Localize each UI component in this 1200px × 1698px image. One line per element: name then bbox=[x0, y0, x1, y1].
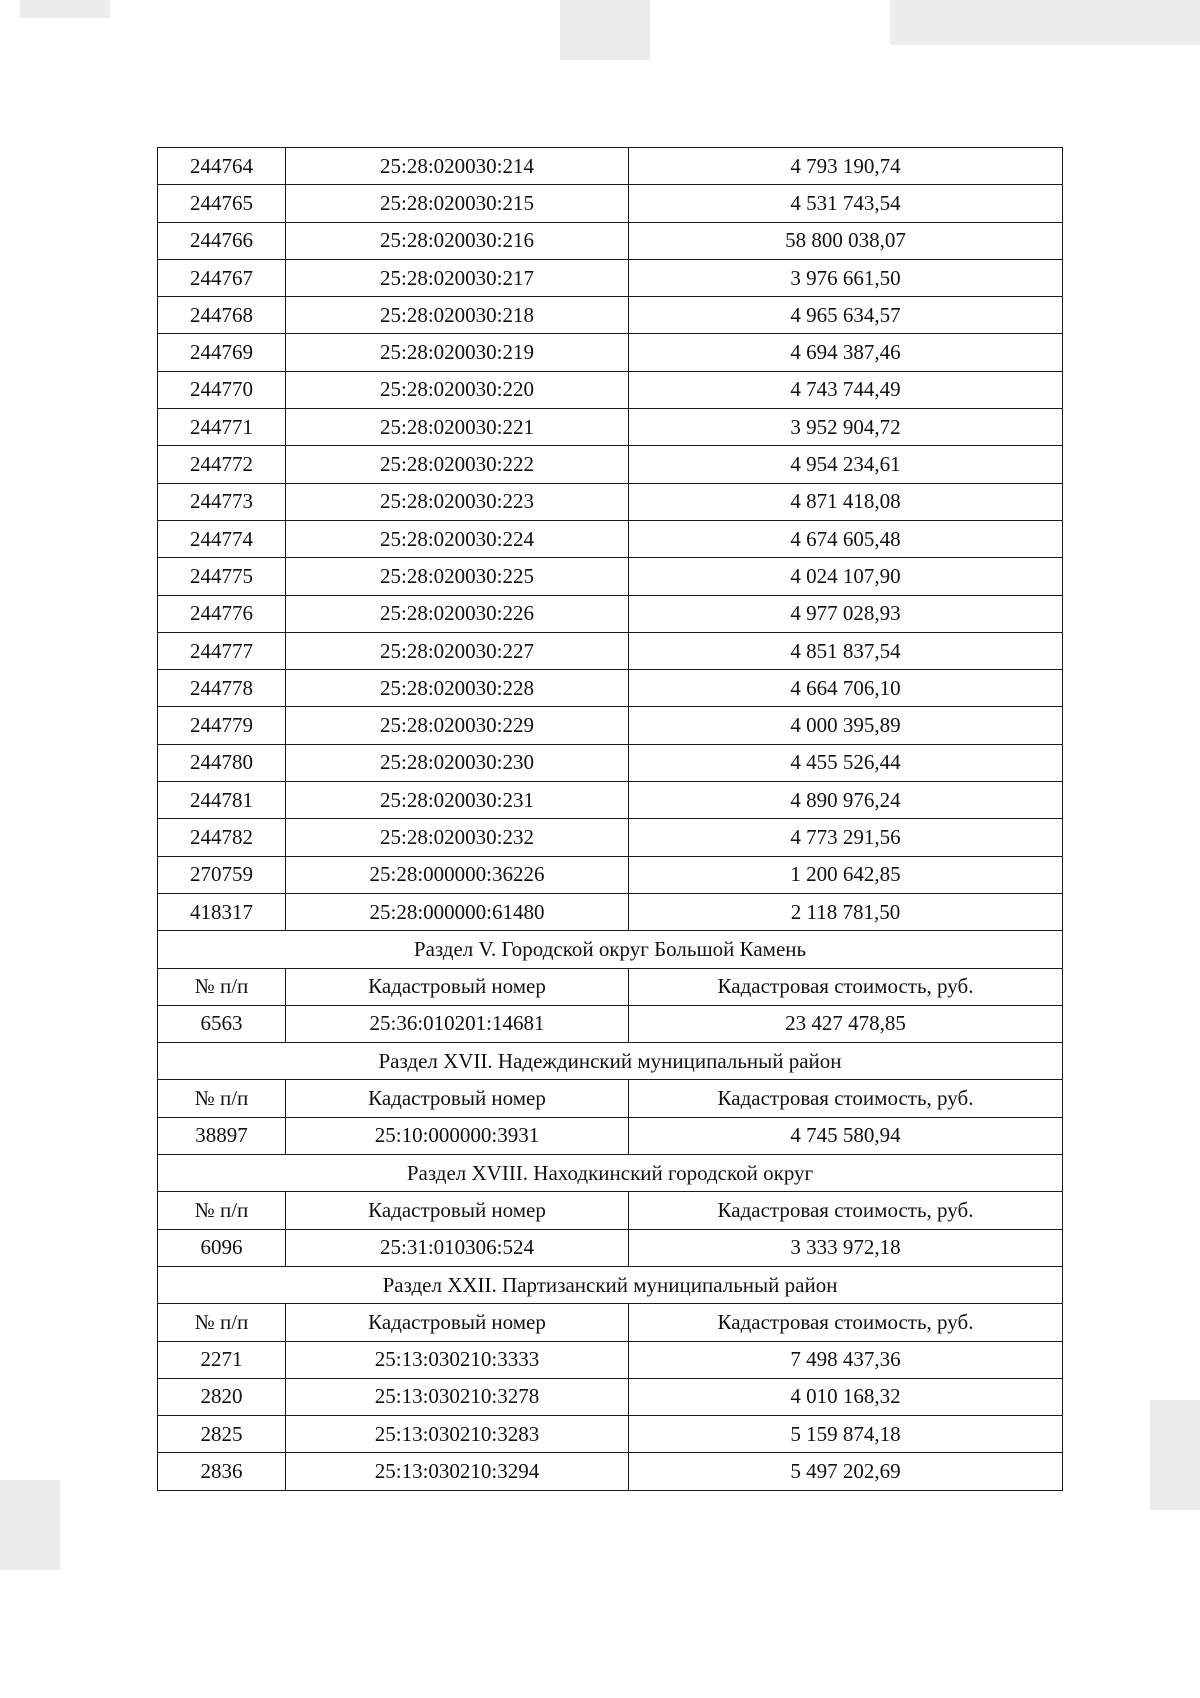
table-body bbox=[158, 148, 1063, 1491]
cadastral-number-cell: 25:28:020030:214 bbox=[286, 148, 629, 185]
cadastral-value-cell: 4 000 395,89 bbox=[629, 707, 1063, 744]
cadastral-number-cell: 25:28:020030:225 bbox=[286, 558, 629, 595]
cadastral-value-cell: 4 024 107,90 bbox=[629, 558, 1063, 595]
row-number-cell: 244780 bbox=[158, 744, 286, 781]
table-row bbox=[158, 819, 1063, 856]
row-number-cell: 244777 bbox=[158, 632, 286, 669]
cadastral-number-cell: 25:13:030210:3333 bbox=[286, 1341, 629, 1378]
row-number-cell: 244770 bbox=[158, 371, 286, 408]
row-number-cell: 2825 bbox=[158, 1416, 286, 1453]
cadastral-number-cell: 25:28:020030:232 bbox=[286, 819, 629, 856]
table-row bbox=[158, 446, 1063, 483]
cadastral-value-cell: 1 200 642,85 bbox=[629, 856, 1063, 893]
table-row bbox=[158, 707, 1063, 744]
table-row bbox=[158, 558, 1063, 595]
cadastral-number-cell: 25:28:020030:229 bbox=[286, 707, 629, 744]
table-header-row bbox=[158, 1080, 1063, 1117]
cadastral-number-cell: 25:36:010201:14681 bbox=[286, 1005, 629, 1042]
table-row bbox=[158, 409, 1063, 446]
cadastral-number-cell: 25:28:020030:224 bbox=[286, 520, 629, 557]
section-heading-row bbox=[158, 1043, 1063, 1080]
section-title: Раздел V. Городской округ Большой Камень bbox=[158, 931, 1063, 968]
row-number-cell: 418317 bbox=[158, 893, 286, 930]
table-row bbox=[158, 185, 1063, 222]
cadastral-value-cell: 7 498 437,36 bbox=[629, 1341, 1063, 1378]
cadastral-value-cell: 3 333 972,18 bbox=[629, 1229, 1063, 1266]
cadastral-value-cell: 2 118 781,50 bbox=[629, 893, 1063, 930]
row-number-cell: 244781 bbox=[158, 782, 286, 819]
cadastral-value-cell: 4 954 234,61 bbox=[629, 446, 1063, 483]
cadastral-value-header: Кадастровая стоимость, руб. bbox=[629, 1080, 1063, 1117]
cadastral-value-cell: 4 965 634,57 bbox=[629, 297, 1063, 334]
cadastral-number-cell: 25:28:020030:217 bbox=[286, 259, 629, 296]
table-header-row bbox=[158, 968, 1063, 1005]
cadastral-value-cell: 4 871 418,08 bbox=[629, 483, 1063, 520]
cadastral-number-cell: 25:28:020030:231 bbox=[286, 782, 629, 819]
cadastral-number-cell: 25:28:000000:61480 bbox=[286, 893, 629, 930]
row-number-cell: 244766 bbox=[158, 222, 286, 259]
row-number-cell: 244774 bbox=[158, 520, 286, 557]
table-row bbox=[158, 1117, 1063, 1154]
row-number-cell: 38897 bbox=[158, 1117, 286, 1154]
cadastral-value-table bbox=[157, 147, 1063, 1491]
cadastral-value-cell: 58 800 038,07 bbox=[629, 222, 1063, 259]
row-number-cell: 244768 bbox=[158, 297, 286, 334]
row-number-cell: 244779 bbox=[158, 707, 286, 744]
table-row bbox=[158, 893, 1063, 930]
table-row bbox=[158, 856, 1063, 893]
cadastral-value-cell: 4 745 580,94 bbox=[629, 1117, 1063, 1154]
cadastral-value-cell: 4 977 028,93 bbox=[629, 595, 1063, 632]
cadastral-number-cell: 25:28:020030:222 bbox=[286, 446, 629, 483]
row-number-cell: 2271 bbox=[158, 1341, 286, 1378]
cadastral-value-cell: 4 890 976,24 bbox=[629, 782, 1063, 819]
cadastral-value-cell: 4 455 526,44 bbox=[629, 744, 1063, 781]
cadastral-number-cell: 25:28:000000:36226 bbox=[286, 856, 629, 893]
table-row bbox=[158, 1416, 1063, 1453]
cadastral-value-cell: 4 851 837,54 bbox=[629, 632, 1063, 669]
cadastral-number-cell: 25:13:030210:3283 bbox=[286, 1416, 629, 1453]
section-title: Раздел XXII. Партизанский муниципальный район bbox=[158, 1266, 1063, 1303]
section-title: Раздел XVIII. Находкинский городской округ bbox=[158, 1155, 1063, 1192]
cadastral-value-header: Кадастровая стоимость, руб. bbox=[629, 1192, 1063, 1229]
cadastral-value-cell: 3 976 661,50 bbox=[629, 259, 1063, 296]
row-number-cell: 244772 bbox=[158, 446, 286, 483]
cadastral-value-cell: 4 694 387,46 bbox=[629, 334, 1063, 371]
cadastral-value-cell: 5 497 202,69 bbox=[629, 1453, 1063, 1490]
row-number-cell: 244782 bbox=[158, 819, 286, 856]
row-number-cell: 244767 bbox=[158, 259, 286, 296]
cadastral-number-cell: 25:28:020030:223 bbox=[286, 483, 629, 520]
row-number-header: № п/п bbox=[158, 968, 286, 1005]
table-row bbox=[158, 222, 1063, 259]
table-row bbox=[158, 1453, 1063, 1490]
cadastral-value-cell: 4 531 743,54 bbox=[629, 185, 1063, 222]
row-number-cell: 244778 bbox=[158, 670, 286, 707]
cadastral-value-cell: 4 674 605,48 bbox=[629, 520, 1063, 557]
table-header-row bbox=[158, 1304, 1063, 1341]
cadastral-number-cell: 25:10:000000:3931 bbox=[286, 1117, 629, 1154]
cadastral-value-header: Кадастровая стоимость, руб. bbox=[629, 1304, 1063, 1341]
table-header-row bbox=[158, 1192, 1063, 1229]
cadastral-number-cell: 25:28:020030:230 bbox=[286, 744, 629, 781]
table-row bbox=[158, 1229, 1063, 1266]
scan-noise bbox=[0, 1480, 60, 1570]
row-number-cell: 6563 bbox=[158, 1005, 286, 1042]
row-number-cell: 244764 bbox=[158, 148, 286, 185]
cadastral-number-cell: 25:31:010306:524 bbox=[286, 1229, 629, 1266]
row-number-cell: 244771 bbox=[158, 409, 286, 446]
cadastral-number-header: Кадастровый номер bbox=[286, 1304, 629, 1341]
cadastral-number-header: Кадастровый номер bbox=[286, 968, 629, 1005]
cadastral-number-cell: 25:28:020030:219 bbox=[286, 334, 629, 371]
cadastral-value-cell: 4 743 744,49 bbox=[629, 371, 1063, 408]
row-number-cell: 244775 bbox=[158, 558, 286, 595]
cadastral-number-header: Кадастровый номер bbox=[286, 1192, 629, 1229]
section-heading-row bbox=[158, 1266, 1063, 1303]
section-heading-row bbox=[158, 1155, 1063, 1192]
cadastral-number-cell: 25:28:020030:226 bbox=[286, 595, 629, 632]
row-number-cell: 244765 bbox=[158, 185, 286, 222]
table-row bbox=[158, 670, 1063, 707]
cadastral-value-cell: 5 159 874,18 bbox=[629, 1416, 1063, 1453]
row-number-cell: 2820 bbox=[158, 1378, 286, 1415]
cadastral-number-cell: 25:28:020030:215 bbox=[286, 185, 629, 222]
table-row bbox=[158, 483, 1063, 520]
cadastral-table-wrap bbox=[157, 147, 1062, 1491]
table-row bbox=[158, 632, 1063, 669]
table-row bbox=[158, 1005, 1063, 1042]
section-heading-row bbox=[158, 931, 1063, 968]
cadastral-number-cell: 25:28:020030:228 bbox=[286, 670, 629, 707]
row-number-cell: 244769 bbox=[158, 334, 286, 371]
cadastral-number-cell: 25:28:020030:220 bbox=[286, 371, 629, 408]
scan-noise bbox=[1150, 1400, 1200, 1510]
cadastral-number-cell: 25:13:030210:3294 bbox=[286, 1453, 629, 1490]
cadastral-number-cell: 25:28:020030:227 bbox=[286, 632, 629, 669]
scan-noise bbox=[560, 0, 650, 60]
row-number-cell: 244776 bbox=[158, 595, 286, 632]
cadastral-value-cell: 4 793 190,74 bbox=[629, 148, 1063, 185]
table-row bbox=[158, 1378, 1063, 1415]
cadastral-number-cell: 25:13:030210:3278 bbox=[286, 1378, 629, 1415]
table-row bbox=[158, 297, 1063, 334]
table-row bbox=[158, 148, 1063, 185]
table-row bbox=[158, 334, 1063, 371]
cadastral-number-header: Кадастровый номер bbox=[286, 1080, 629, 1117]
table-row bbox=[158, 744, 1063, 781]
section-title: Раздел XVII. Надеждинский муниципальный район bbox=[158, 1043, 1063, 1080]
row-number-cell: 2836 bbox=[158, 1453, 286, 1490]
row-number-header: № п/п bbox=[158, 1192, 286, 1229]
cadastral-value-cell: 4 010 168,32 bbox=[629, 1378, 1063, 1415]
scan-noise bbox=[890, 0, 1200, 45]
row-number-cell: 6096 bbox=[158, 1229, 286, 1266]
cadastral-value-cell: 3 952 904,72 bbox=[629, 409, 1063, 446]
row-number-cell: 270759 bbox=[158, 856, 286, 893]
cadastral-value-cell: 23 427 478,85 bbox=[629, 1005, 1063, 1042]
table-row bbox=[158, 595, 1063, 632]
table-row bbox=[158, 782, 1063, 819]
table-row bbox=[158, 371, 1063, 408]
cadastral-value-cell: 4 773 291,56 bbox=[629, 819, 1063, 856]
table-row bbox=[158, 1341, 1063, 1378]
scan-noise bbox=[20, 0, 110, 18]
cadastral-number-cell: 25:28:020030:216 bbox=[286, 222, 629, 259]
cadastral-value-header: Кадастровая стоимость, руб. bbox=[629, 968, 1063, 1005]
row-number-header: № п/п bbox=[158, 1304, 286, 1341]
row-number-cell: 244773 bbox=[158, 483, 286, 520]
cadastral-number-cell: 25:28:020030:218 bbox=[286, 297, 629, 334]
cadastral-number-cell: 25:28:020030:221 bbox=[286, 409, 629, 446]
table-row bbox=[158, 259, 1063, 296]
row-number-header: № п/п bbox=[158, 1080, 286, 1117]
cadastral-value-cell: 4 664 706,10 bbox=[629, 670, 1063, 707]
table-row bbox=[158, 520, 1063, 557]
